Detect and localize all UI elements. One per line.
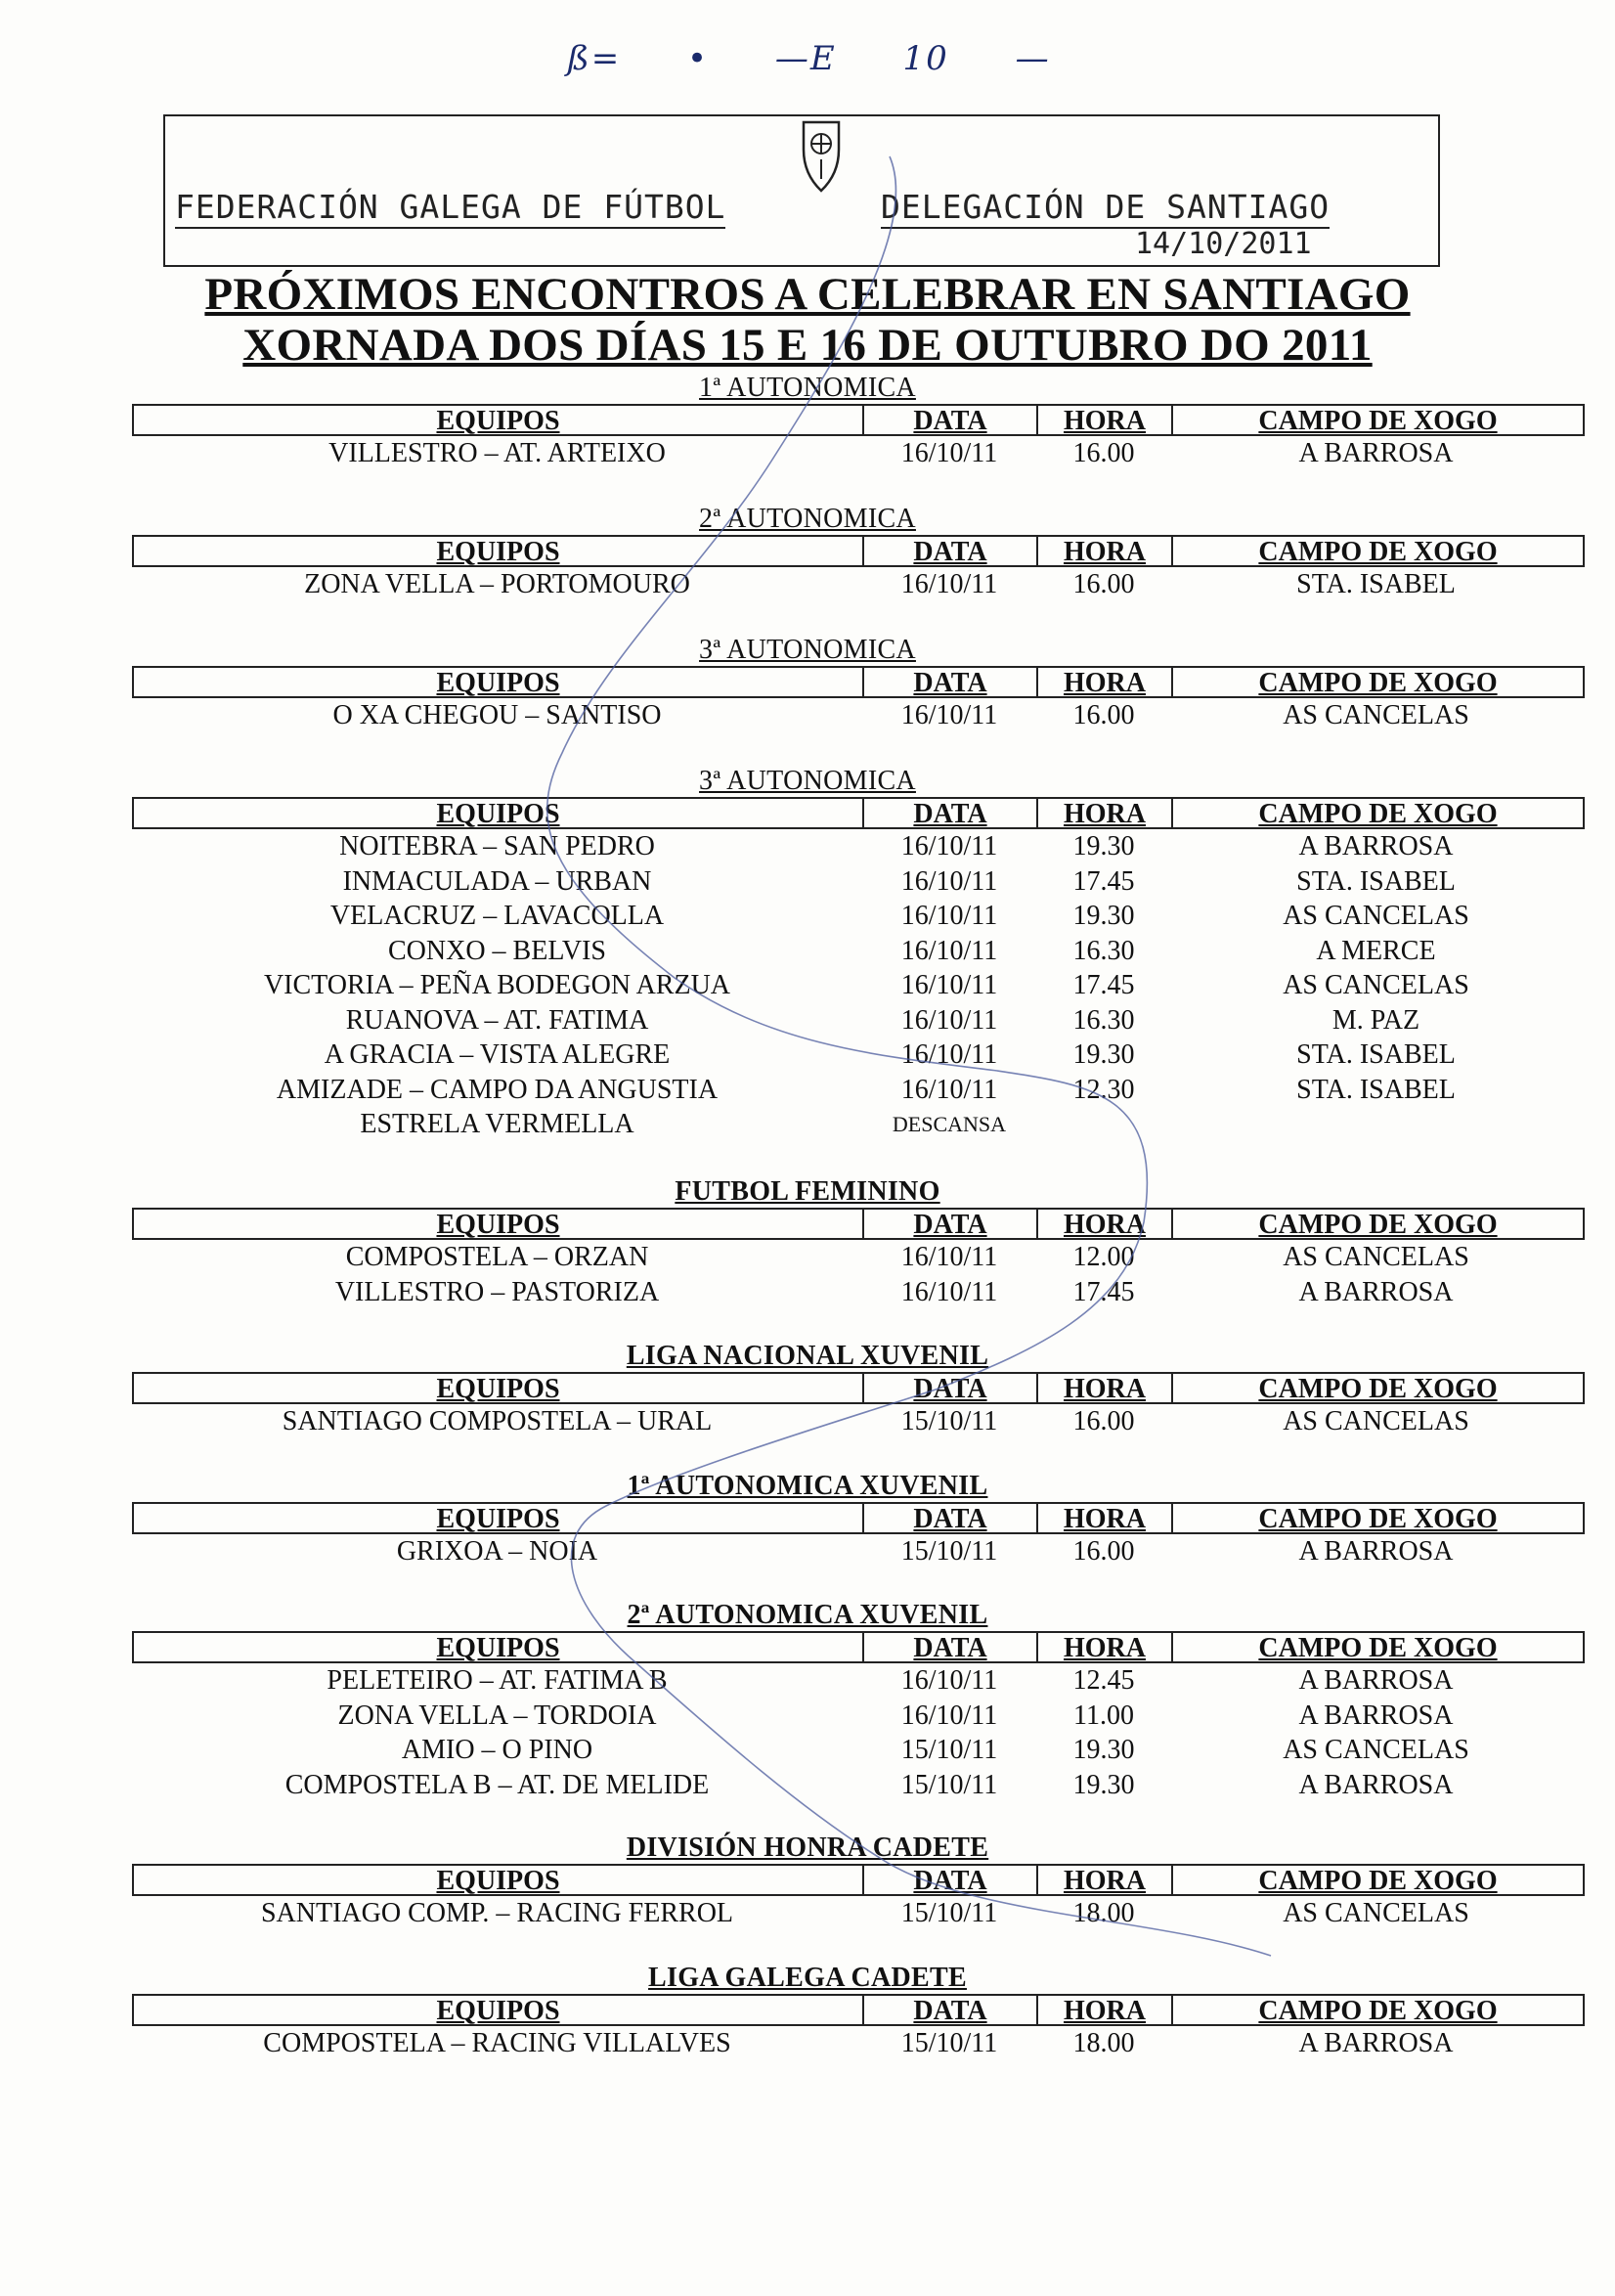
match-field: A BARROSA	[1298, 1700, 1454, 1731]
column-header-time: HORA	[1038, 1996, 1173, 2024]
match-time: 19.30	[1072, 901, 1135, 931]
table-row	[132, 899, 1585, 934]
table-header	[132, 535, 1585, 567]
match-time: 19.30	[1072, 1769, 1135, 1800]
column-header-field: CAMPO DE XOGO	[1258, 668, 1498, 698]
fixture-section	[0, 1175, 1615, 1309]
column-header-time: HORA	[1038, 799, 1173, 827]
match-date: 16/10/11	[900, 438, 998, 468]
delegation-name: DELEGACIÓN DE SANTIAGO	[881, 188, 1330, 229]
table-row	[132, 934, 1585, 969]
match-field: STA. ISABEL	[1296, 1074, 1456, 1105]
match-teams: GRIXOA – NOIA	[396, 1536, 598, 1567]
column-header-teams: EQUIPOS	[134, 799, 864, 827]
column-header-field: CAMPO DE XOGO	[1258, 1210, 1498, 1240]
match-time: 16.00	[1072, 700, 1135, 730]
match-date: 16/10/11	[900, 1276, 998, 1307]
match-field: AS CANCELAS	[1283, 1242, 1469, 1272]
table-header	[132, 1502, 1585, 1534]
table-row	[132, 829, 1585, 864]
column-header-date: DATA	[864, 406, 1038, 434]
table-row	[132, 1240, 1585, 1275]
fixture-section	[0, 1470, 1615, 1569]
match-date: 16/10/11	[900, 865, 998, 897]
page-title: PRÓXIMOS ENCONTROS A CELEBRAR EN SANTIAGO	[204, 269, 1411, 320]
match-field: AS CANCELAS	[1283, 1735, 1469, 1765]
match-date: 16/10/11	[900, 901, 998, 931]
fixture-section	[0, 1340, 1615, 1439]
match-teams: O XA CHEGOU – SANTISO	[332, 700, 662, 730]
table-header	[132, 1864, 1585, 1896]
column-header-field: CAMPO DE XOGO	[1258, 1374, 1498, 1404]
match-teams: CONXO – BELVIS	[388, 935, 606, 966]
match-teams: ESTRELA VERMELLA	[360, 1109, 634, 1139]
section-title: LIGA GALEGA CADETE	[648, 1963, 967, 1993]
column-header-date: DATA	[864, 1996, 1038, 2024]
column-header-field: CAMPO DE XOGO	[1258, 1866, 1498, 1896]
match-time: 16.00	[1072, 569, 1135, 599]
column-header-date: DATA	[864, 1866, 1038, 1894]
match-time: 16.00	[1072, 1406, 1135, 1436]
match-date: 16/10/11	[900, 1665, 998, 1696]
column-header-field: CAMPO DE XOGO	[1258, 537, 1498, 567]
match-teams: VILLESTRO – PASTORIZA	[334, 1276, 660, 1307]
column-header-teams: EQUIPOS	[134, 1374, 864, 1402]
match-date: 15/10/11	[900, 1769, 998, 1800]
match-date: 16/10/11	[900, 1039, 998, 1070]
fixture-section	[0, 1599, 1615, 1802]
table-header	[132, 797, 1585, 829]
column-header-field: CAMPO DE XOGO	[1258, 1996, 1498, 2026]
match-time: 12.30	[1072, 1074, 1135, 1105]
match-field: A MERCE	[1316, 935, 1436, 966]
match-field: A BARROSA	[1298, 1769, 1454, 1800]
match-date: 15/10/11	[900, 1735, 998, 1765]
column-header-teams: EQUIPOS	[134, 1866, 864, 1894]
fixture-section	[0, 1962, 1615, 2061]
match-time: 16.00	[1072, 438, 1135, 468]
match-date: 16/10/11	[900, 1700, 998, 1731]
match-time: 18.00	[1072, 1898, 1135, 1928]
column-header-time: HORA	[1038, 1504, 1173, 1532]
table-row	[132, 1003, 1585, 1038]
match-field: STA. ISABEL	[1296, 1039, 1456, 1070]
handwritten-annotation: ß= • —E 10 —	[567, 39, 1051, 78]
table-header	[132, 1994, 1585, 2026]
match-date: 16/10/11	[900, 1242, 998, 1272]
section-title: DIVISIÓN HONRA CADETE	[626, 1832, 989, 1863]
page-subtitle: XORNADA DOS DÍAS 15 E 16 DE OUTUBRO DO 2011	[242, 320, 1373, 371]
match-date: DESCANSA	[892, 1112, 1007, 1136]
match-date: 15/10/11	[900, 1406, 998, 1436]
match-time: 16.00	[1072, 1536, 1135, 1567]
match-time: 19.30	[1072, 1735, 1135, 1765]
match-teams: VELACRUZ – LAVACOLLA	[329, 901, 665, 931]
match-teams: NOITEBRA – SAN PEDRO	[339, 831, 655, 861]
match-teams: RUANOVA – AT. FATIMA	[345, 1004, 649, 1036]
header-date: 14/10/2011	[1135, 227, 1312, 261]
column-header-teams: EQUIPOS	[134, 406, 864, 434]
table-row	[132, 1733, 1585, 1768]
match-field: AS CANCELAS	[1283, 1406, 1469, 1436]
column-header-teams: EQUIPOS	[134, 1996, 864, 2024]
column-header-time: HORA	[1038, 1374, 1173, 1402]
fixture-section	[0, 372, 1615, 471]
match-date: 15/10/11	[900, 2028, 998, 2058]
match-teams: ZONA VELLA – PORTOMOURO	[304, 569, 690, 599]
match-teams: COMPOSTELA – RACING VILLALVES	[263, 2028, 731, 2058]
table-header	[132, 404, 1585, 436]
federation-name: FEDERACIÓN GALEGA DE FÚTBOL	[175, 188, 725, 229]
column-header-date: DATA	[864, 799, 1038, 827]
column-header-time: HORA	[1038, 406, 1173, 434]
table-row	[132, 1107, 1585, 1142]
fixture-section	[0, 503, 1615, 602]
match-time: 16.30	[1072, 935, 1135, 966]
match-date: 16/10/11	[900, 1074, 998, 1105]
match-field: A BARROSA	[1298, 1536, 1454, 1567]
match-teams: PELETEIRO – AT. FATIMA B	[327, 1665, 668, 1696]
match-field: A BARROSA	[1298, 1665, 1454, 1696]
column-header-date: DATA	[864, 537, 1038, 565]
column-header-date: DATA	[864, 668, 1038, 696]
table-header	[132, 1631, 1585, 1663]
section-title: 3ª AUTONOMICA	[699, 766, 916, 796]
column-header-time: HORA	[1038, 1866, 1173, 1894]
match-date: 16/10/11	[900, 831, 998, 861]
column-header-date: DATA	[864, 1633, 1038, 1661]
match-teams: SANTIAGO COMPOSTELA – URAL	[282, 1406, 713, 1436]
section-title: 3ª AUTONOMICA	[699, 635, 916, 665]
column-header-time: HORA	[1038, 668, 1173, 696]
match-field: STA. ISABEL	[1296, 865, 1456, 897]
column-header-teams: EQUIPOS	[134, 537, 864, 565]
match-field: A BARROSA	[1298, 1276, 1454, 1307]
table-row	[132, 1768, 1585, 1803]
table-row	[132, 567, 1585, 602]
match-time: 18.00	[1072, 2028, 1135, 2058]
match-time: 12.00	[1072, 1242, 1135, 1272]
column-header-teams: EQUIPOS	[134, 1633, 864, 1661]
fixture-section	[0, 1832, 1615, 1931]
match-date: 16/10/11	[900, 1004, 998, 1036]
match-teams: VICTORIA – PEÑA BODEGON ARZUA	[263, 970, 731, 1000]
column-header-date: DATA	[864, 1374, 1038, 1402]
section-title: FUTBOL FEMININO	[675, 1176, 940, 1207]
table-row	[132, 864, 1585, 900]
column-header-teams: EQUIPOS	[134, 668, 864, 696]
table-row	[132, 1038, 1585, 1073]
table-row	[132, 1699, 1585, 1734]
match-field: AS CANCELAS	[1283, 1898, 1469, 1928]
match-teams: A GRACIA – VISTA ALEGRE	[324, 1039, 671, 1070]
section-title: 2ª AUTONOMICA	[699, 504, 916, 534]
section-title: 1ª AUTONOMICA XUVENIL	[627, 1471, 988, 1501]
match-teams: COMPOSTELA – ORZAN	[345, 1242, 649, 1272]
table-row	[132, 1663, 1585, 1699]
fixture-section	[0, 634, 1615, 733]
column-header-time: HORA	[1038, 537, 1173, 565]
column-header-teams: EQUIPOS	[134, 1210, 864, 1238]
match-field: A BARROSA	[1298, 2028, 1454, 2058]
match-time: 17.45	[1072, 865, 1135, 897]
table-header	[132, 1372, 1585, 1404]
section-title: 2ª AUTONOMICA XUVENIL	[627, 1600, 988, 1630]
column-header-teams: EQUIPOS	[134, 1504, 864, 1532]
section-title: 1ª AUTONOMICA	[699, 373, 916, 403]
table-row	[132, 1896, 1585, 1931]
table-header	[132, 666, 1585, 698]
match-field: STA. ISABEL	[1296, 569, 1456, 599]
column-header-date: DATA	[864, 1504, 1038, 1532]
table-row	[132, 2026, 1585, 2061]
match-teams: AMIZADE – CAMPO DA ANGUSTIA	[276, 1074, 719, 1105]
match-time: 12.45	[1072, 1665, 1135, 1696]
column-header-time: HORA	[1038, 1210, 1173, 1238]
match-date: 15/10/11	[900, 1898, 998, 1928]
column-header-field: CAMPO DE XOGO	[1258, 1504, 1498, 1534]
match-date: 16/10/11	[900, 700, 998, 730]
match-time: 17.45	[1072, 1276, 1135, 1307]
match-field: M. PAZ	[1331, 1004, 1420, 1036]
fixture-section	[0, 765, 1615, 1142]
table-row	[132, 436, 1585, 471]
table-row	[132, 1534, 1585, 1569]
letterhead	[163, 114, 1440, 267]
table-row	[132, 1275, 1585, 1310]
match-time: 11.00	[1073, 1700, 1134, 1731]
match-time: 19.30	[1072, 1039, 1135, 1070]
match-time: 19.30	[1072, 831, 1135, 861]
match-date: 15/10/11	[900, 1536, 998, 1567]
table-row	[132, 698, 1585, 733]
match-field: AS CANCELAS	[1283, 970, 1469, 1000]
column-header-field: CAMPO DE XOGO	[1258, 1633, 1498, 1663]
match-field: A BARROSA	[1298, 438, 1454, 468]
column-header-field: CAMPO DE XOGO	[1258, 406, 1498, 436]
column-header-date: DATA	[864, 1210, 1038, 1238]
match-field: A BARROSA	[1298, 831, 1454, 861]
table-row	[132, 968, 1585, 1003]
match-time: 16.30	[1072, 1004, 1135, 1036]
match-date: 16/10/11	[900, 935, 998, 966]
match-teams: VILLESTRO – AT. ARTEIXO	[328, 438, 666, 468]
match-field: AS CANCELAS	[1283, 700, 1469, 730]
section-title: LIGA NACIONAL XUVENIL	[626, 1341, 989, 1371]
match-teams: ZONA VELLA – TORDOIA	[337, 1700, 657, 1731]
table-header	[132, 1208, 1585, 1240]
column-header-time: HORA	[1038, 1633, 1173, 1661]
federation-crest-icon	[800, 120, 843, 193]
match-date: 16/10/11	[900, 970, 998, 1000]
match-time: 17.45	[1072, 970, 1135, 1000]
match-date: 16/10/11	[900, 569, 998, 599]
match-teams: COMPOSTELA B – AT. DE MELIDE	[284, 1769, 710, 1800]
table-row	[132, 1404, 1585, 1439]
match-teams: SANTIAGO COMP. – RACING FERROL	[260, 1898, 734, 1928]
match-teams: AMIO – O PINO	[401, 1735, 593, 1765]
match-field: AS CANCELAS	[1283, 901, 1469, 931]
match-teams: INMACULADA – URBAN	[342, 865, 652, 897]
table-row	[132, 1073, 1585, 1108]
column-header-field: CAMPO DE XOGO	[1258, 799, 1498, 829]
